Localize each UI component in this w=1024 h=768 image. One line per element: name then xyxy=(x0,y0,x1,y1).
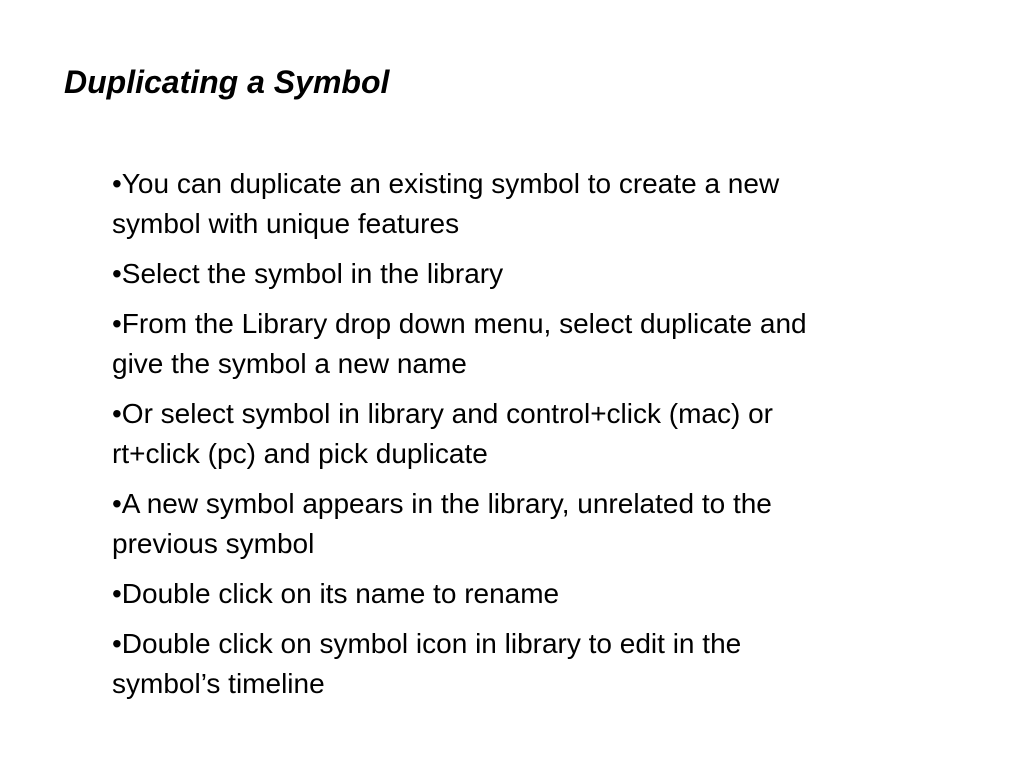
slide-title: Duplicating a Symbol xyxy=(64,64,390,100)
bullet-item: •Double click on its name to rename xyxy=(112,578,560,609)
bullet-list xyxy=(112,164,992,714)
bullet-item: •You can duplicate an existing symbol to create a new symbol with unique features xyxy=(112,168,780,239)
bullet-item: •Select the symbol in the library xyxy=(112,258,504,289)
bullet-item: •From the Library drop down menu, select duplicate and give the symbol a new name xyxy=(112,308,807,379)
bullet-item: •Double click on symbol icon in library to edit in the symbol’s timeline xyxy=(112,628,742,699)
bullet-item: •A new symbol appears in the library, unrelated to the previous symbol xyxy=(112,488,772,559)
bullet-item: •Or select symbol in library and control+click (mac) or rt+click (pc) and pick duplicate xyxy=(112,398,773,469)
